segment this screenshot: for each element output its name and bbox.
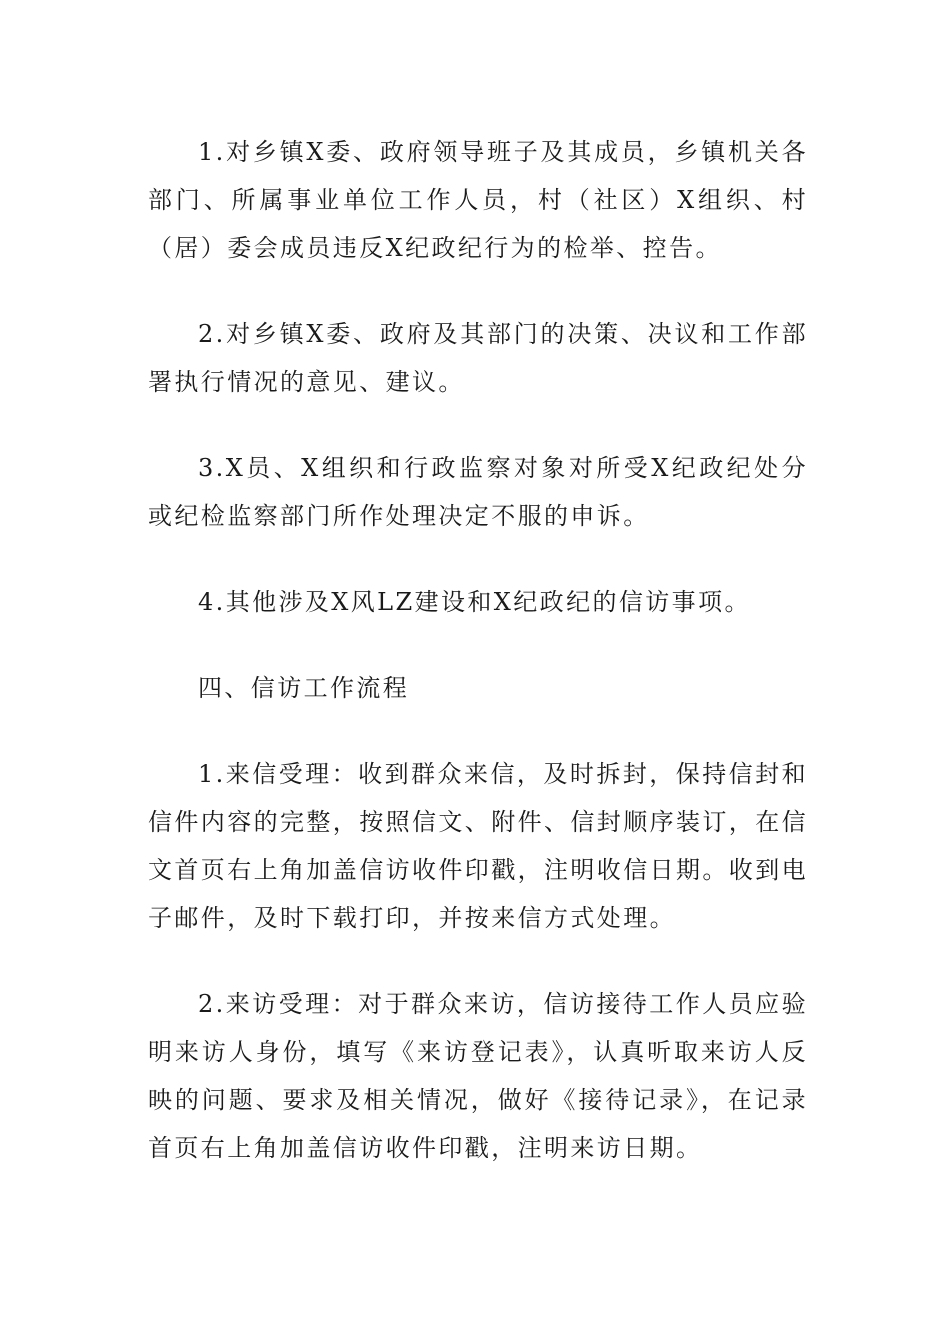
paragraph-scope-4: 4.其他涉及X风LZ建设和X纪政纪的信访事项。 [198,588,751,616]
section-heading-workflow: 四、信访工作流程 [198,674,410,702]
paragraph-scope-3: 3.X员、X组织和行政监察对象对所受X纪政纪处分或纪检监察部门所作处理决定不服的申诉。 [148,454,808,530]
document-body [148,128,808,1210]
paragraph-scope-2: 2.对乡镇X委、政府及其部门的决策、决议和工作部署执行情况的意见、建议。 [148,320,808,396]
paragraph-scope-1: 1.对乡镇X委、政府领导班子及其成员，乡镇机关各部门、所属事业单位工作人员，村（社区）X组织、村（居）委会成员违反X纪政纪行为的检举、控告。 [148,138,808,262]
paragraph-visit-intake: 2.来访受理：对于群众来访，信访接待工作人员应验明来访人身份，填写《来访登记表》，认真听取来访人反映的问题、要求及相关情况，做好《接待记录》，在记录首页右上角加盖信访收件印戳，注明来访日期。 [148,990,808,1162]
paragraph-letter-intake: 1.来信受理：收到群众来信，及时拆封，保持信封和信件内容的完整，按照信文、附件、信封顺序装订，在信文首页右上角加盖信访收件印戳，注明收信日期。收到电子邮件，及时下载打印，并按来信方式处理。 [148,760,808,932]
